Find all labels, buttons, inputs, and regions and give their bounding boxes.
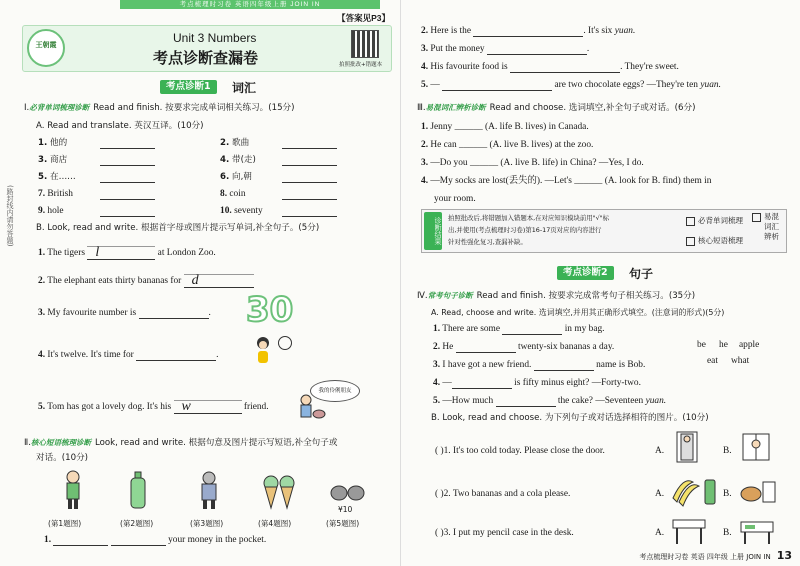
check-confuse-label: 易混词汇辨析 bbox=[764, 212, 779, 241]
sec4-tag: 常考句子诊断 bbox=[427, 291, 473, 300]
sec3-item-1 bbox=[421, 122, 589, 133]
s4-4-pre: — bbox=[442, 378, 452, 388]
item-num: 1. bbox=[38, 138, 48, 148]
cont-3 bbox=[421, 44, 589, 55]
sec3-item-4b: your room. bbox=[434, 194, 476, 204]
sec4-text: Read and finish. 按要求完成常考句子相关练习。(35分) bbox=[476, 291, 696, 301]
money-label: ¥10 bbox=[338, 505, 353, 514]
diag-tag: 诊断结果 bbox=[424, 212, 442, 250]
sec1-partA: A. Read and translate. 英汉互译。(10分) bbox=[36, 121, 204, 131]
diag2-word: 句子 bbox=[629, 267, 654, 281]
answer-line[interactable] bbox=[139, 310, 209, 319]
sec4-title bbox=[417, 290, 695, 302]
opt-b-2[interactable]: B. bbox=[723, 489, 732, 499]
boy-icon bbox=[62, 470, 84, 514]
qr-code-icon[interactable] bbox=[351, 30, 379, 58]
side-note: (路封线内请勿答题) bbox=[6, 185, 14, 247]
girl-eating-icon bbox=[252, 336, 274, 366]
item-word: seventy bbox=[234, 206, 263, 216]
food-icon bbox=[739, 476, 779, 508]
s4-3-post: name is Bob. bbox=[596, 360, 646, 370]
caption-5: (第5题图) bbox=[326, 519, 360, 528]
item-num: 3. bbox=[38, 155, 48, 165]
cont-4 bbox=[421, 62, 679, 73]
diag2-label: 考点诊断2 bbox=[557, 266, 614, 280]
diag-line2: 出,并使用(考点梳理时习卷)第16-17页对应的内容进行 bbox=[448, 226, 602, 234]
item-word: coin bbox=[229, 189, 246, 199]
item-num: 4. bbox=[38, 350, 46, 360]
item-num: 3. bbox=[433, 360, 441, 370]
cont-5 bbox=[421, 80, 721, 91]
qr-caption: 拍照批改+错题本 bbox=[339, 62, 383, 68]
cont-2 bbox=[421, 26, 635, 37]
item-num: 1. bbox=[38, 248, 46, 259]
opt-b-3[interactable]: B. bbox=[723, 528, 732, 538]
s4-5-pre: —How much bbox=[442, 396, 494, 406]
sec4-item-5 bbox=[433, 396, 666, 407]
opt-a-2[interactable]: A. bbox=[655, 489, 665, 499]
item-num: 8. bbox=[220, 189, 228, 199]
b-item-3 bbox=[38, 308, 211, 319]
cont4-pre: His favourite food is bbox=[430, 62, 508, 72]
answer-line[interactable] bbox=[100, 191, 155, 200]
item-word: 商店 bbox=[49, 155, 68, 165]
item-num: 2. bbox=[220, 138, 230, 148]
item-num: 4. bbox=[421, 62, 429, 72]
sec3-num: Ⅲ. bbox=[417, 103, 426, 113]
answer-line[interactable] bbox=[100, 157, 155, 166]
hint-box[interactable]: d bbox=[184, 274, 254, 288]
page-title: 考点诊断查漏卷 bbox=[153, 49, 259, 67]
sec3-item-2 bbox=[421, 140, 593, 151]
answer-line[interactable] bbox=[100, 208, 155, 217]
sec1-text: Read and finish. 按要求完成单词相关练习。(15分) bbox=[93, 103, 295, 113]
answer-ref: 【答案见P3】 bbox=[337, 13, 390, 23]
word-be: be bbox=[697, 340, 706, 350]
check-phrase[interactable] bbox=[686, 235, 743, 246]
sec4-partB: B. Look, read and choose. 为下列句子或对话选择相符的图片。(10分) bbox=[431, 413, 709, 423]
word-eat: eat bbox=[707, 356, 718, 366]
sec1-num: Ⅰ. bbox=[24, 103, 30, 113]
cont3-post: . bbox=[586, 44, 590, 54]
cont5-yuan: yuan. bbox=[700, 80, 721, 90]
sec4-item-1 bbox=[433, 324, 605, 335]
answer-line[interactable] bbox=[496, 398, 556, 407]
answer-line[interactable] bbox=[282, 140, 337, 149]
checkbox-icon[interactable] bbox=[686, 217, 695, 226]
item-num: 4. bbox=[433, 378, 441, 388]
answer-line[interactable] bbox=[53, 537, 108, 546]
item-num: 2. bbox=[421, 140, 429, 150]
s4-2-post: twenty-six bananas a day. bbox=[518, 342, 615, 352]
desk-icon bbox=[671, 516, 707, 550]
cont5-post: are two chocolate eggs? —They're ten bbox=[554, 80, 698, 90]
top-banner bbox=[120, 0, 380, 9]
s4-1-post: in my bag. bbox=[564, 324, 605, 334]
item-num: 5. bbox=[38, 402, 46, 413]
item-num: 2. bbox=[433, 342, 441, 352]
check-vocab-label: 必背单词梳理 bbox=[698, 216, 743, 225]
sec1-partB: B. Look, read and write. 根据首字母或图片提示写单词,补全句子。(5分) bbox=[36, 223, 320, 233]
b4-post: . bbox=[216, 350, 219, 360]
hint-box[interactable]: w bbox=[174, 400, 242, 414]
item-num: 3. bbox=[38, 308, 46, 318]
b1-pre: The tigers bbox=[47, 248, 85, 259]
check-confuse[interactable] bbox=[764, 212, 784, 242]
s4-1-pre: There are some bbox=[442, 324, 500, 334]
item-word: 他的 bbox=[49, 138, 68, 148]
header bbox=[22, 25, 392, 72]
answer-line[interactable] bbox=[100, 140, 155, 149]
checkbox-icon[interactable] bbox=[686, 237, 695, 246]
item-num: 1. bbox=[433, 324, 441, 334]
cont2-pre: Here is the bbox=[430, 26, 471, 36]
answer-line[interactable] bbox=[487, 44, 590, 55]
b-text-3: I put my pencil case in the desk. bbox=[452, 528, 574, 538]
boy-dog-icon bbox=[296, 392, 326, 426]
cont2-yuan: yuan. bbox=[614, 26, 636, 36]
answer-line[interactable] bbox=[282, 174, 337, 183]
caption-4: (第4题图) bbox=[258, 519, 292, 528]
answer-line[interactable] bbox=[502, 326, 562, 335]
item-word: British bbox=[47, 189, 73, 199]
word-what: what bbox=[731, 356, 750, 366]
sec4-partA: A. Read, choose and write. 选词填空,并用其正确形式填空。(注意词的形式)(5分) bbox=[431, 308, 725, 317]
sec4-item-4 bbox=[433, 378, 641, 389]
answer-line[interactable] bbox=[282, 191, 337, 200]
right-page bbox=[400, 0, 800, 566]
cat-icon bbox=[196, 470, 222, 514]
s4-5-post: the cake? —Seventeen bbox=[557, 396, 644, 406]
word-apple: apple bbox=[739, 340, 760, 350]
s4-5-yuan: yuan. bbox=[645, 396, 667, 406]
door-icon bbox=[671, 430, 705, 468]
item-num: 5. bbox=[38, 172, 48, 182]
top-banner-text: 考点梳理时习卷 英语四年级上册 JOIN IN bbox=[179, 1, 321, 8]
sec2-tag: 核心短语梳理诊断 bbox=[30, 438, 91, 447]
check-vocab[interactable] bbox=[686, 215, 743, 226]
item-num: ( )3. bbox=[435, 528, 451, 538]
sec2-q1 bbox=[44, 535, 266, 546]
b-text-2: Two bananas and a cola please. bbox=[452, 489, 571, 499]
item-num: 3. bbox=[421, 44, 429, 54]
sec3-text-1: Jenny ______ (A. life B. lives) in Canada. bbox=[430, 122, 589, 132]
check-phrase-label: 核心短语梳理 bbox=[698, 236, 743, 245]
answer-line[interactable] bbox=[282, 157, 337, 166]
footer bbox=[639, 549, 792, 562]
item-num: 2. bbox=[38, 276, 46, 287]
number-thirty-image: 30 bbox=[246, 290, 294, 330]
caption-3: (第3题图) bbox=[190, 519, 224, 528]
b4-pre: It's twelve. It's time for bbox=[47, 350, 134, 360]
item-num: ( )1. bbox=[435, 446, 451, 456]
desk-icon-b bbox=[739, 516, 775, 550]
sec3-text-3: —Do you ______ (A. live B. life) in China? —Yes, I do. bbox=[430, 158, 644, 168]
answer-line[interactable] bbox=[473, 28, 583, 37]
bottle-icon bbox=[128, 470, 148, 514]
item-word: 向,朝 bbox=[231, 172, 252, 182]
b-text-1: It's too cold today. Please close the door. bbox=[452, 446, 605, 456]
sec1-title bbox=[24, 102, 295, 114]
item-num: 5. bbox=[433, 396, 441, 406]
item-num: 2. bbox=[421, 26, 429, 36]
s4-2-pre: He bbox=[442, 342, 454, 352]
logo: 王朝霞 bbox=[27, 29, 65, 67]
answer-line[interactable] bbox=[510, 64, 620, 73]
word-he: he bbox=[719, 340, 728, 350]
b5-post: friend. bbox=[243, 402, 269, 413]
item-num: 5. bbox=[421, 80, 429, 90]
diagnosis-box bbox=[421, 209, 787, 253]
cont5-pre: — bbox=[430, 80, 440, 90]
sec1-tag: 必背单词梳理诊断 bbox=[29, 103, 90, 112]
item-num: 7. bbox=[38, 189, 46, 199]
item-num: 4. bbox=[421, 176, 429, 186]
item-num: 4. bbox=[220, 155, 230, 165]
b-item-1 bbox=[38, 246, 216, 260]
sec3-item-4 bbox=[421, 176, 711, 187]
unit-title: Unit 3 Numbers bbox=[173, 31, 257, 45]
answer-line[interactable] bbox=[136, 350, 219, 361]
sec3-text: Read and choose. 选词填空,补全句子或对话。(6分) bbox=[489, 103, 696, 113]
b1-post: at London Zoo. bbox=[157, 248, 216, 259]
b-item-2 bbox=[38, 274, 254, 288]
sec2-title2: 对话。(10分) bbox=[36, 453, 89, 463]
opt-b-1[interactable]: B. bbox=[723, 446, 732, 456]
sec3-text-2: He can ______ (A. live B. lives) at the zoo. bbox=[430, 140, 594, 150]
footer-text: 考点梳理时习卷 英语 四年级 上册 JOIN IN bbox=[639, 553, 771, 561]
sec4-b-1 bbox=[435, 446, 605, 457]
sec3-tag: 易混词汇辨析诊断 bbox=[425, 103, 486, 112]
b3-pre: My favourite number is bbox=[47, 308, 137, 318]
sec4-item-2 bbox=[433, 342, 614, 353]
ice-cream-icon bbox=[262, 474, 296, 514]
diag-line1: 拍照批改后,将错题加入错题本,在对应知识模块前用"√"标 bbox=[448, 214, 609, 222]
answer-line[interactable] bbox=[100, 174, 155, 183]
cont2-post: . It's six bbox=[583, 26, 613, 36]
item-word: 在…… bbox=[49, 172, 76, 182]
item-word: 带(走) bbox=[231, 155, 256, 165]
b2-pre: The elephant eats thirty bananas for bbox=[47, 276, 182, 287]
answer-line[interactable] bbox=[452, 380, 512, 389]
sec2-title bbox=[24, 437, 337, 449]
s4-4-post: is fifty minus eight? —Forty-two. bbox=[514, 378, 641, 388]
cont3-pre: Put the money bbox=[430, 44, 485, 54]
item-num: ( )2. bbox=[435, 489, 451, 499]
opt-a-1[interactable]: A. bbox=[655, 446, 665, 456]
b-item-5 bbox=[38, 400, 269, 414]
answer-line[interactable] bbox=[456, 344, 516, 353]
page-number: 13 bbox=[776, 549, 792, 562]
sec3-item-3 bbox=[421, 158, 644, 169]
sec2-text: Look, read and write. 根据句意及图片提示写短语,补全句子或 bbox=[94, 438, 338, 448]
sec4-item-3 bbox=[433, 360, 645, 371]
sec4-b-3 bbox=[435, 528, 574, 539]
hint-box[interactable]: l bbox=[87, 246, 155, 260]
diag-line3: 针对性强化复习,查漏补缺。 bbox=[448, 238, 527, 246]
answer-line[interactable] bbox=[442, 82, 552, 91]
checkbox-icon[interactable] bbox=[752, 213, 761, 222]
bananas-cola-icon bbox=[669, 472, 719, 512]
item-num: 10. bbox=[220, 206, 232, 216]
b5-pre: Tom has got a lovely dog. It's his bbox=[47, 402, 172, 413]
item-num: 1. bbox=[44, 535, 52, 545]
item-num: 3. bbox=[421, 158, 429, 168]
sec4-num: Ⅳ. bbox=[417, 291, 428, 301]
diag1-word: 词汇 bbox=[232, 81, 257, 95]
answer-line[interactable] bbox=[282, 208, 337, 217]
opt-a-3[interactable]: A. bbox=[655, 528, 665, 538]
item-word: hole bbox=[47, 206, 64, 216]
s4-3-pre: I have got a new friend. bbox=[442, 360, 532, 370]
item-num: 1. bbox=[421, 122, 429, 132]
b3-post: . bbox=[208, 308, 211, 318]
caption-2: (第2题图) bbox=[120, 519, 154, 528]
dog-bubble: 我的伶俐朋友 bbox=[310, 380, 360, 402]
caption-1: (第1题图) bbox=[48, 519, 82, 528]
b-item-4 bbox=[38, 350, 219, 361]
sec3-text-4: —My socks are lost(丢失的). —Let's ______ (A. look for B. find) them in bbox=[430, 176, 712, 186]
answer-line[interactable] bbox=[111, 537, 166, 546]
clock-icon bbox=[278, 336, 292, 350]
window-icon bbox=[739, 430, 773, 468]
sec2-num: Ⅱ. bbox=[24, 438, 31, 448]
sec3-title bbox=[417, 102, 695, 114]
diag1-label: 考点诊断1 bbox=[160, 80, 217, 94]
item-num: 9. bbox=[38, 206, 46, 216]
sec4-b-2 bbox=[435, 489, 570, 500]
q1-post: your money in the pocket. bbox=[168, 535, 267, 545]
item-num: 6. bbox=[220, 172, 230, 182]
answer-line[interactable] bbox=[534, 362, 594, 371]
item-word: 歌曲 bbox=[231, 138, 250, 148]
coins-icon bbox=[330, 484, 366, 506]
cont4-post: . They're sweet. bbox=[620, 62, 679, 72]
